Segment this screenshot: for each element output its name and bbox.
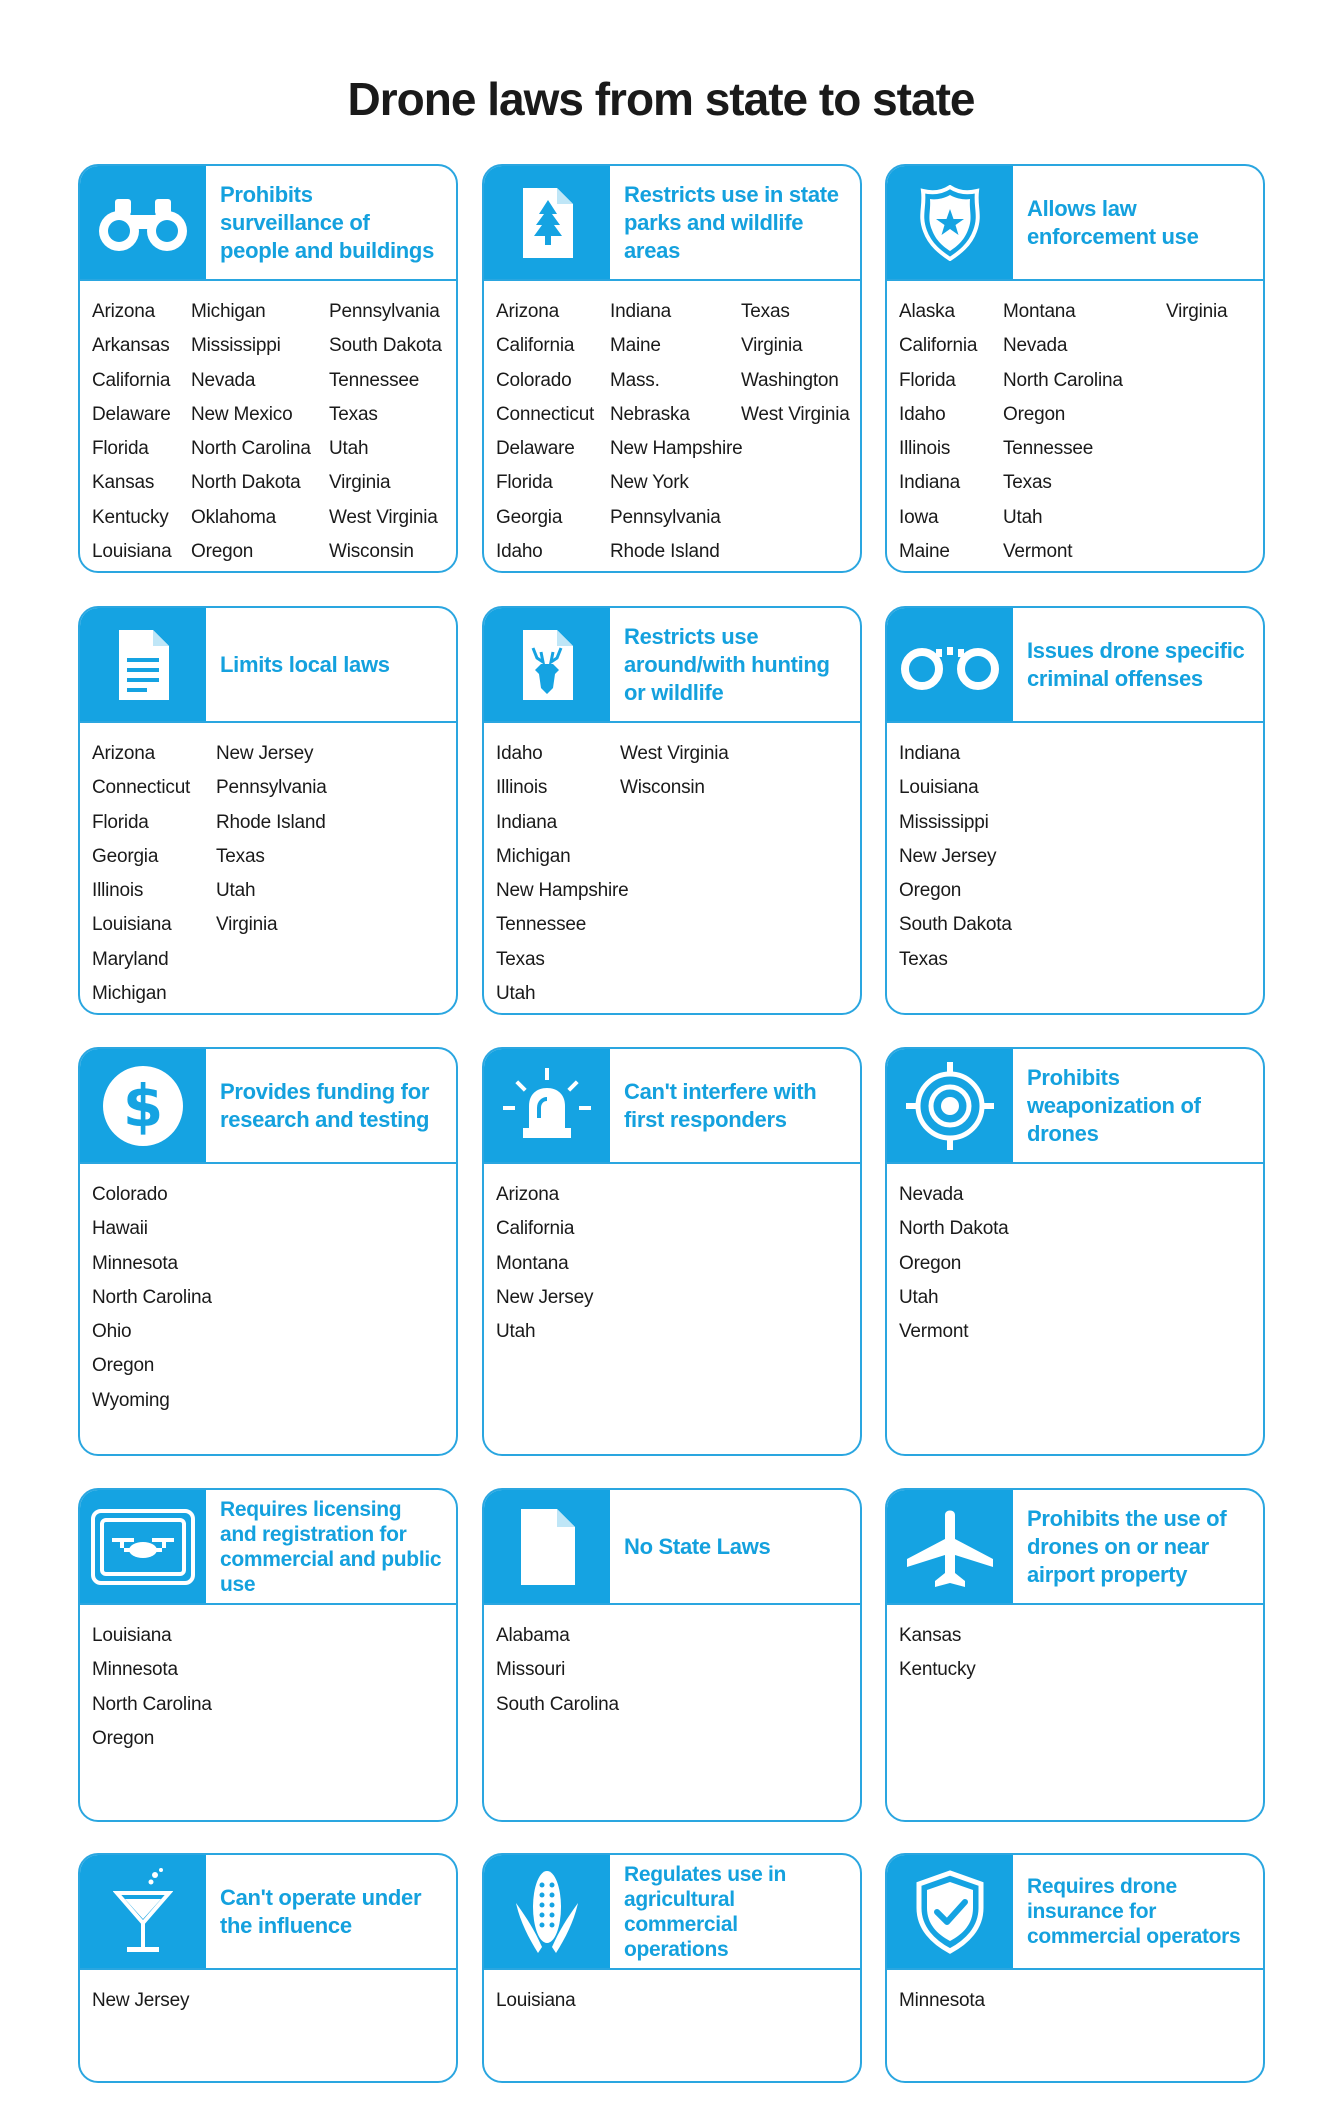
state-column <box>329 295 442 569</box>
card-header <box>484 1855 860 1970</box>
state-column <box>899 1619 976 1688</box>
state-name: South Carolina <box>496 1693 619 1715</box>
state-name: Indiana <box>496 811 557 833</box>
state-name: Vermont <box>899 1321 969 1343</box>
state-name: Oregon <box>899 880 962 902</box>
law-card <box>78 606 458 1015</box>
state-column <box>1003 295 1123 569</box>
state-name: Maine <box>899 541 950 563</box>
airplane-icon <box>887 1490 1013 1603</box>
law-card <box>482 164 862 573</box>
shield-check-icon <box>887 1855 1013 1968</box>
law-card <box>885 1853 1265 2083</box>
state-name: New York <box>610 472 689 494</box>
state-name: Louisiana <box>92 914 172 936</box>
state-name: Idaho <box>899 403 946 425</box>
state-name: Arizona <box>496 301 560 322</box>
state-name: Tennessee <box>496 914 587 936</box>
state-name: Louisiana <box>92 1625 172 1646</box>
card-title: Requires drone insurance for commercial operators <box>1027 1875 1241 1948</box>
state-name: North Dakota <box>191 472 301 494</box>
state-column <box>92 295 172 569</box>
state-column <box>496 1984 576 2018</box>
state-name: Oregon <box>92 1355 155 1377</box>
state-name: North Carolina <box>1003 369 1123 391</box>
state-name: Virginia <box>741 335 803 357</box>
state-name: Colorado <box>92 1184 168 1205</box>
state-name: New Jersey <box>216 743 314 764</box>
state-name: Oregon <box>92 1727 155 1749</box>
law-card <box>482 606 862 1015</box>
law-card <box>885 164 1265 573</box>
state-name: Michigan <box>92 983 167 1005</box>
state-name: California <box>92 369 171 391</box>
state-name: Georgia <box>92 845 159 867</box>
state-column <box>496 1619 619 1722</box>
card-title: Provides funding for research and testing <box>220 1078 430 1132</box>
state-name: North Carolina <box>92 1286 212 1308</box>
state-name: Montana <box>496 1252 569 1274</box>
state-name: South Dakota <box>899 914 1012 936</box>
state-name: Alabama <box>496 1625 570 1646</box>
state-name: Kansas <box>92 472 155 494</box>
state-name: Oregon <box>1003 403 1066 425</box>
state-name: Arizona <box>92 743 156 764</box>
law-card <box>78 1853 458 2083</box>
state-name: Maryland <box>92 948 169 970</box>
state-name: Texas <box>216 845 265 867</box>
state-name: California <box>899 335 978 357</box>
state-name: Oregon <box>191 541 254 563</box>
state-name: Iowa <box>899 506 939 528</box>
state-name: Nevada <box>191 369 256 391</box>
state-column <box>496 737 629 1011</box>
state-name: Idaho <box>496 743 543 764</box>
state-name: Connecticut <box>496 403 595 425</box>
state-name: Wisconsin <box>329 541 414 563</box>
card-header <box>484 1049 860 1164</box>
state-name: Arkansas <box>92 335 170 357</box>
state-column <box>92 737 190 1011</box>
state-name: Wyoming <box>92 1389 170 1411</box>
state-name: Virginia <box>329 472 391 494</box>
card-header <box>484 166 860 281</box>
card-title: Prohibits surveillance of people and buildings <box>220 181 435 263</box>
state-name: Louisiana <box>899 777 979 799</box>
state-column <box>620 737 729 806</box>
law-card <box>885 606 1265 1015</box>
law-card <box>78 1047 458 1456</box>
state-name: New Hampshire <box>610 438 743 460</box>
state-name: Texas <box>899 948 948 970</box>
state-name: Texas <box>1003 472 1052 494</box>
state-name: New Jersey <box>899 845 997 867</box>
state-name: Utah <box>329 438 369 460</box>
state-name: Oklahoma <box>191 506 276 528</box>
state-name: North Carolina <box>92 1693 212 1715</box>
state-name: Utah <box>496 983 536 1005</box>
state-name: North Carolina <box>191 438 311 460</box>
card-header <box>80 166 456 281</box>
state-name: Louisiana <box>496 1990 576 2011</box>
state-name: Delaware <box>496 438 575 460</box>
state-name: North Dakota <box>899 1218 1009 1240</box>
state-name: Montana <box>1003 301 1076 322</box>
state-name: Hawaii <box>92 1218 148 1240</box>
state-column <box>899 295 977 569</box>
state-name: Kentucky <box>899 1659 976 1681</box>
state-column <box>899 1984 985 2018</box>
state-name: West Virginia <box>620 743 729 764</box>
state-name: Texas <box>741 301 790 322</box>
state-name: Minnesota <box>92 1252 178 1274</box>
state-name: Tennessee <box>329 369 420 391</box>
state-column <box>92 1178 212 1418</box>
card-title: Can't operate under the influence <box>220 1884 422 1938</box>
law-card <box>482 1047 862 1456</box>
state-column <box>92 1984 189 2018</box>
page-title: Drone laws from state to state <box>347 73 975 125</box>
card-header <box>484 1490 860 1605</box>
state-name: Missouri <box>496 1659 566 1681</box>
binoculars-icon <box>80 166 206 279</box>
card-title: Requires licensing and registration for commercial and public use <box>220 1497 442 1596</box>
state-column <box>92 1619 212 1756</box>
state-name: New Mexico <box>191 403 293 425</box>
law-card <box>78 1488 458 1822</box>
state-name: California <box>496 335 575 357</box>
state-name: Washington <box>741 369 839 391</box>
drone-icon <box>80 1490 206 1603</box>
law-card <box>78 164 458 573</box>
state-name: Utah <box>216 880 256 902</box>
document-icon <box>80 608 206 721</box>
card-header <box>887 166 1263 281</box>
blank-document-icon <box>484 1490 610 1603</box>
state-name: Tennessee <box>1003 438 1094 460</box>
card-title: Can't interfere with first responders <box>624 1078 817 1132</box>
state-name: Oregon <box>899 1252 962 1274</box>
state-name: Michigan <box>496 845 571 867</box>
state-name: Illinois <box>899 438 951 460</box>
card-title: Restricts use in state parks and wildlife areas <box>624 181 839 263</box>
state-name: Arizona <box>496 1184 560 1205</box>
state-name: Nevada <box>1003 335 1068 357</box>
state-name: Virginia <box>216 914 278 936</box>
state-name: Idaho <box>496 541 543 563</box>
state-name: Kansas <box>899 1625 962 1646</box>
state-name: Nevada <box>899 1184 964 1205</box>
card-header <box>887 608 1263 723</box>
state-name: Utah <box>1003 506 1043 528</box>
card-header <box>887 1855 1263 1970</box>
handcuffs-icon <box>887 608 1013 721</box>
crosshair-icon <box>887 1049 1013 1162</box>
state-name: Texas <box>496 948 545 970</box>
state-name: Michigan <box>191 301 266 322</box>
law-card <box>482 1488 862 1822</box>
card-title: Limits local laws <box>220 651 390 677</box>
state-name: Illinois <box>92 880 144 902</box>
card-header <box>80 608 456 723</box>
law-card <box>885 1488 1265 1822</box>
cocktail-icon <box>80 1855 206 1968</box>
card-header <box>80 1855 456 1970</box>
state-name: Pennsylvania <box>216 777 327 799</box>
state-name: Utah <box>899 1286 939 1308</box>
state-name: Georgia <box>496 506 563 528</box>
card-header <box>484 608 860 723</box>
state-name: Florida <box>92 811 149 833</box>
state-column <box>496 1178 593 1349</box>
svg-text:$: $ <box>122 1071 164 1140</box>
state-column <box>216 737 327 943</box>
state-name: Rhode Island <box>610 541 720 563</box>
state-name: Florida <box>899 369 956 391</box>
state-name: California <box>496 1218 575 1240</box>
state-name: West Virginia <box>329 506 438 528</box>
dollar-icon <box>80 1049 206 1162</box>
state-name: Nebraska <box>610 403 690 425</box>
state-name: Indiana <box>610 301 671 322</box>
card-title: Regulates use in agricultural commercial operations <box>624 1862 787 1961</box>
state-name: Vermont <box>1003 541 1073 563</box>
state-name: Kentucky <box>92 506 169 528</box>
state-name: Illinois <box>496 777 548 799</box>
state-name: West Virginia <box>741 403 850 425</box>
state-name: Colorado <box>496 369 572 391</box>
state-column <box>610 295 743 569</box>
state-column <box>899 1178 1009 1349</box>
state-name: Virginia <box>1166 301 1228 322</box>
law-card <box>482 1853 862 2083</box>
card-header <box>887 1049 1263 1164</box>
siren-icon <box>484 1049 610 1162</box>
corn-icon <box>484 1855 610 1968</box>
state-name: Indiana <box>899 743 960 764</box>
state-name: Delaware <box>92 403 171 425</box>
state-name: New Jersey <box>496 1286 594 1308</box>
state-name: Florida <box>496 472 553 494</box>
card-title: Allows law enforcement use <box>1027 195 1199 249</box>
card-title: Prohibits weaponization of drones <box>1027 1064 1201 1146</box>
card-header <box>887 1490 1263 1605</box>
law-card <box>885 1047 1265 1456</box>
card-header <box>80 1490 456 1605</box>
card-title: Issues drone specific criminal offenses <box>1027 637 1245 691</box>
state-column <box>899 737 1012 977</box>
state-name: Louisiana <box>92 541 172 563</box>
state-name: Connecticut <box>92 777 191 799</box>
card-title: No State Laws <box>624 1533 771 1559</box>
state-name: Mississippi <box>899 811 989 833</box>
state-name: New Jersey <box>92 1990 190 2011</box>
state-name: Maine <box>610 335 661 357</box>
state-name: Mississippi <box>191 335 281 357</box>
state-name: South Dakota <box>329 335 442 357</box>
card-header <box>80 1049 456 1164</box>
state-name: Mass. <box>610 369 660 391</box>
state-column <box>496 295 594 569</box>
state-name: Rhode Island <box>216 811 326 833</box>
state-column <box>741 295 850 432</box>
tree-document-icon <box>484 166 610 279</box>
state-name: Texas <box>329 403 378 425</box>
state-name: Ohio <box>92 1321 132 1343</box>
state-name: Indiana <box>899 472 960 494</box>
police-badge-icon <box>887 166 1013 279</box>
state-column <box>1166 295 1227 329</box>
state-name: Utah <box>496 1321 536 1343</box>
state-name: New Hampshire <box>496 880 629 902</box>
deer-document-icon <box>484 608 610 721</box>
state-name: Pennsylvania <box>329 301 440 322</box>
state-name: Arizona <box>92 301 156 322</box>
state-name: Florida <box>92 438 149 460</box>
state-name: Minnesota <box>92 1659 178 1681</box>
card-title: Restricts use around/with hunting or wildlife <box>624 623 830 705</box>
state-column <box>191 295 311 569</box>
state-name: Alaska <box>899 301 955 322</box>
state-name: Wisconsin <box>620 777 705 799</box>
state-name: Minnesota <box>899 1990 985 2011</box>
state-name: Pennsylvania <box>610 506 721 528</box>
card-title: Prohibits the use of drones on or near airport property <box>1027 1505 1227 1587</box>
